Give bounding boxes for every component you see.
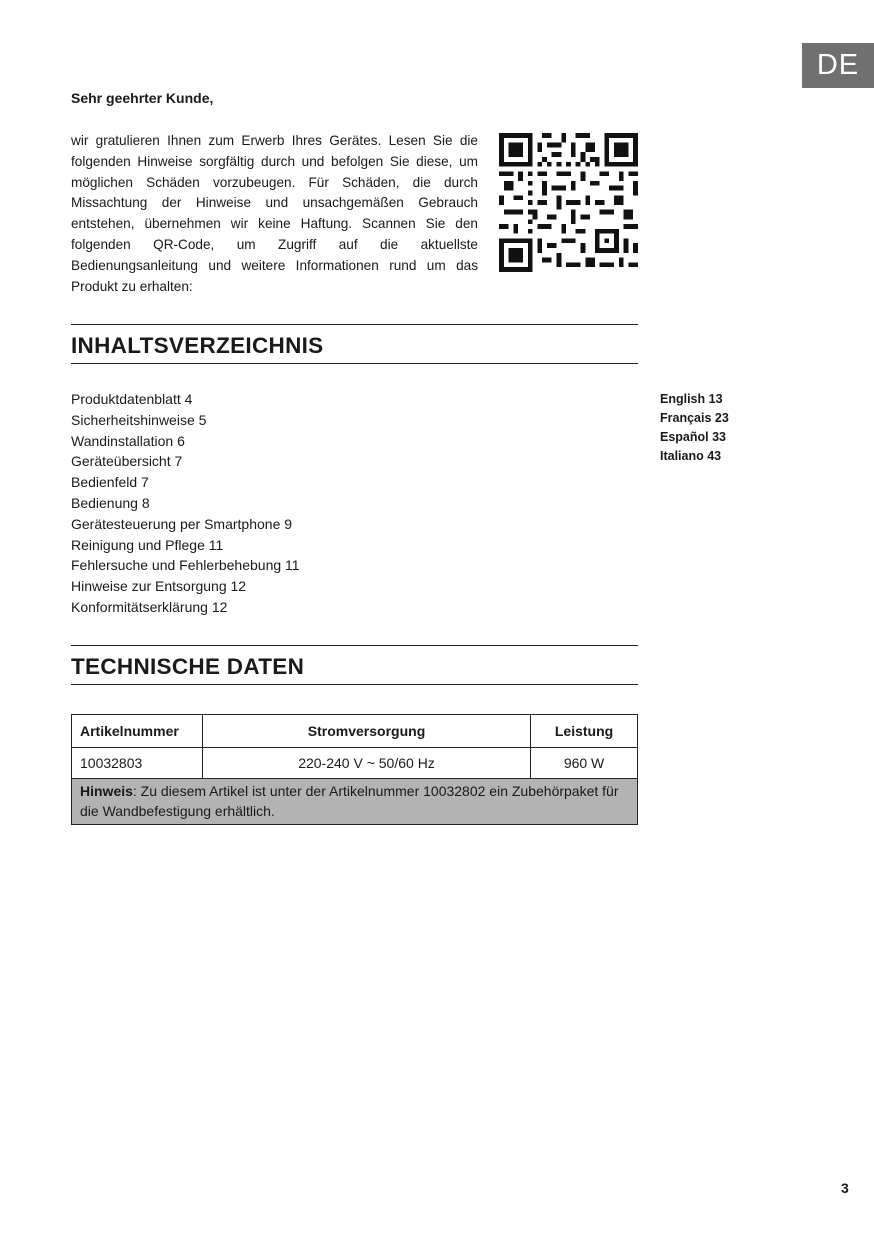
qr-code-icon: [499, 133, 638, 272]
note-text: : Zu diesem Artikel ist unter der Artikelnummer 10032802 ein Zubehörpaket für die Wandbefestigung erhältlich.: [80, 783, 619, 819]
toc-item[interactable]: Bedienung 8: [71, 494, 150, 511]
toc-item[interactable]: Reinigung und Pflege 11: [71, 536, 224, 553]
toc-item[interactable]: Fehlersuche und Fehlerbehebung 11: [71, 557, 300, 574]
toc-item[interactable]: Geräteübersicht 7: [71, 453, 183, 470]
power-supply: 220-240 V ~ 50/60 Hz: [202, 748, 530, 779]
toc-item[interactable]: Konformitätserklärung 12: [71, 598, 228, 615]
column-header: Artikelnummer: [72, 715, 203, 748]
toc-item[interactable]: Produktdatenblatt 4: [71, 391, 193, 407]
intro-paragraph: wir gratulieren Ihnen zum Erwerb Ihres Gerätes. Lesen Sie die folgenden Hinweise sorgfältig durch und befolgen Sie diese, um möglichen Schäden vorzubeugen. Für Schäden, die durch Missachtung der Hinweise und unsachgemäßen Gebrauch entstehen, übernehmen wir keine Haftung. Scannen Sie den folgenden QR-Code, um Zugriff auf die aktuellste Bedienungsanleitung und weitere Informationen rund um das Produkt zu erhalten:: [71, 133, 478, 294]
divider: [71, 324, 638, 325]
table-row: [72, 748, 638, 779]
table-of-contents: [71, 389, 300, 618]
divider: [71, 363, 638, 364]
toc-title: INHALTSVERZEICHNIS: [71, 333, 324, 358]
spec-table: [71, 714, 638, 825]
toc-item[interactable]: Bedienfeld 7: [71, 474, 149, 491]
column-header: Stromversorgung: [202, 715, 530, 748]
language-link[interactable]: Français 23: [660, 411, 729, 425]
divider: [71, 684, 638, 685]
note-cell: [72, 779, 638, 825]
specs-title: TECHNISCHE DATEN: [71, 654, 305, 679]
note-row: [72, 779, 638, 825]
toc-item[interactable]: Sicherheitshinweise 5: [71, 411, 207, 428]
power-rating: 960 W: [531, 748, 638, 779]
language-link[interactable]: English 13: [660, 392, 723, 406]
greeting: Sehr geehrter Kunde,: [71, 90, 214, 106]
language-link[interactable]: Español 33: [660, 430, 726, 444]
language-index: [660, 390, 729, 466]
language-link[interactable]: Italiano 43: [660, 449, 722, 463]
note-label: Hinweis: [80, 783, 133, 799]
page-number: 3: [841, 1180, 849, 1196]
toc-item[interactable]: Gerätesteuerung per Smartphone 9: [71, 515, 293, 532]
language-badge: DE: [802, 43, 874, 88]
toc-item[interactable]: Wandinstallation 6: [71, 432, 185, 449]
article-number: 10032803: [72, 748, 203, 779]
toc-item[interactable]: Hinweise zur Entsorgung 12: [71, 578, 247, 595]
divider: [71, 645, 638, 646]
table-header-row: [72, 715, 638, 748]
column-header: Leistung: [531, 715, 638, 748]
